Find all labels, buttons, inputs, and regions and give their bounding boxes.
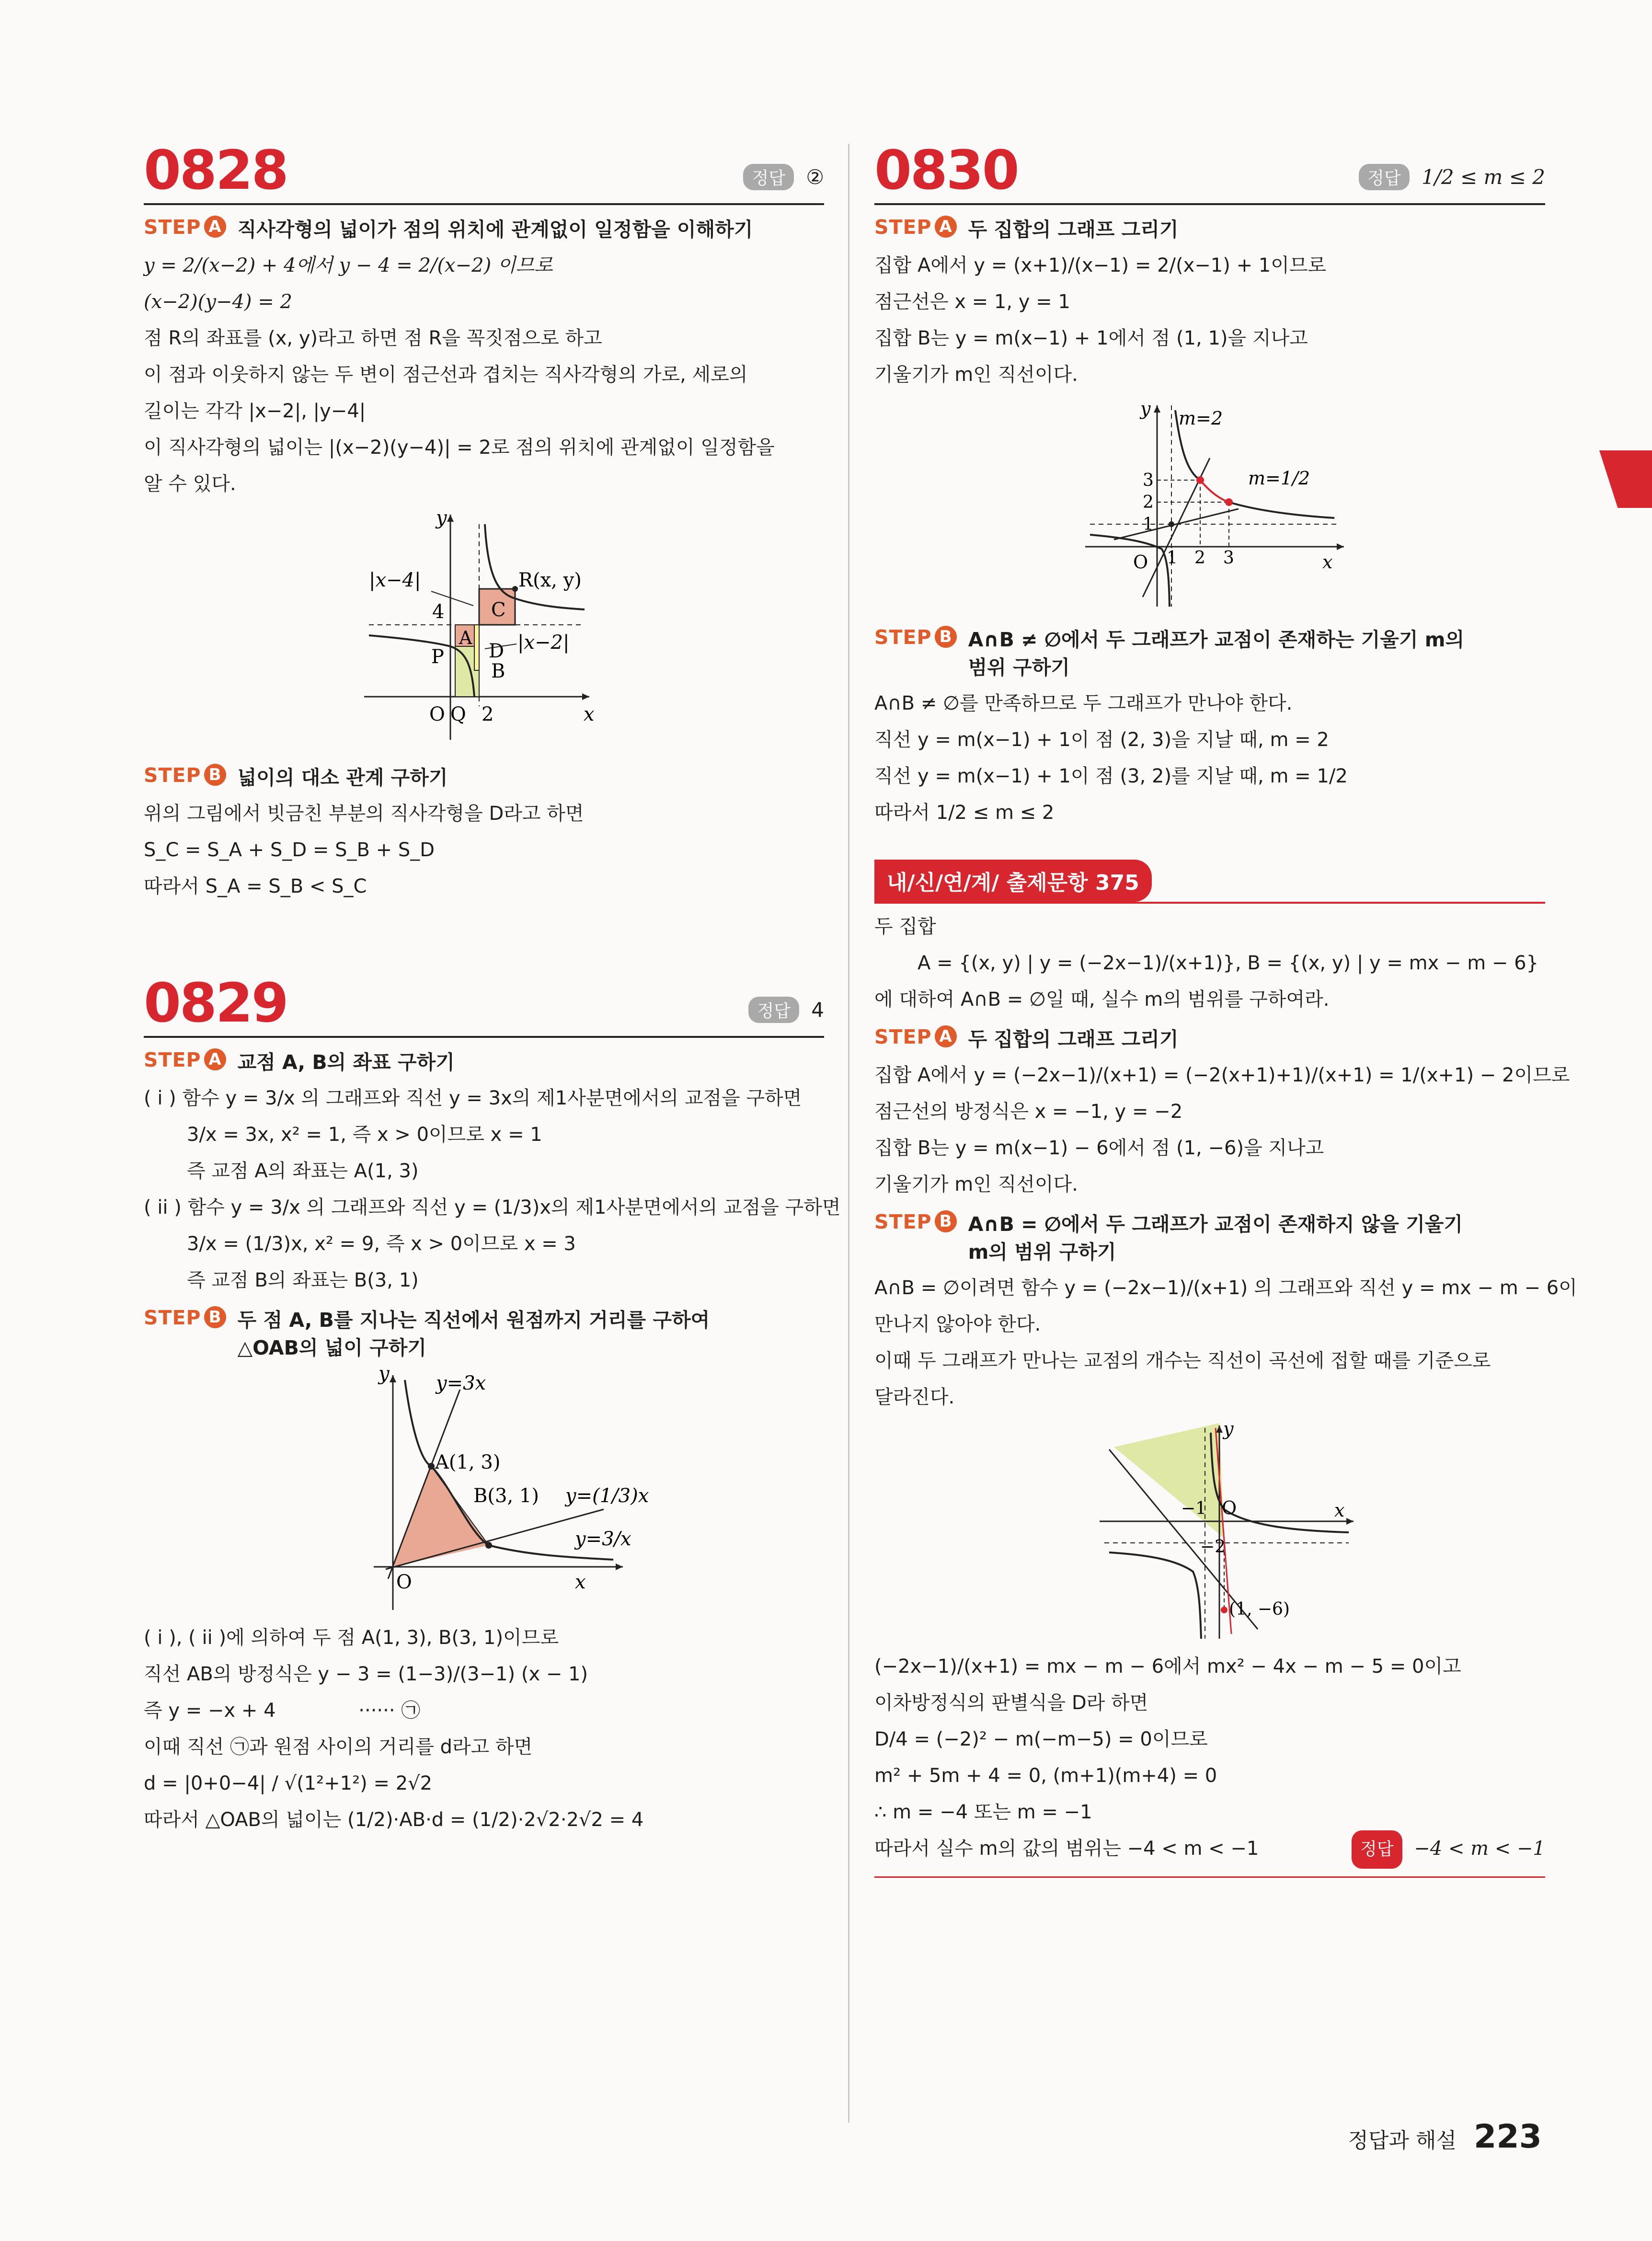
text-line: 두 집합 <box>874 916 936 938</box>
text-line: 따라서 S_A = S_B < S_C <box>144 875 367 897</box>
step-a-heading <box>874 216 1545 243</box>
text-line: 집합 B는 y = m(x−1) + 1에서 점 (1, 1)을 지나고 <box>874 327 1308 349</box>
tick-y2: 2 <box>1143 493 1154 512</box>
step-label: STEP <box>144 764 201 787</box>
answer <box>743 164 824 190</box>
title-rule <box>144 203 824 205</box>
text-line: A∩B ≠ ∅를 만족하므로 두 그래프가 만나야 한다. <box>874 692 1293 714</box>
answer-tag: 정답 <box>743 164 794 190</box>
text-line: ( i ) 함수 y = 3/x 의 그래프와 직선 y = 3x의 제1사분면에서의 교점을 구하면 <box>144 1087 802 1109</box>
width-label: |x−4| <box>369 569 421 591</box>
slope-2-label: m=2 <box>1179 408 1223 429</box>
step-title: 두 점 A, B를 지나는 직선에서 원점까지 거리를 구하여 △OAB의 넓이 구하기 <box>237 1309 710 1359</box>
text-line: 집합 A에서 y = (x+1)/(x−1) = 2/(x−1) + 1이므로 <box>874 254 1327 276</box>
answer-tag: 정답 <box>1359 164 1410 190</box>
step-a-heading <box>874 1025 1545 1053</box>
tick-2-label: 2 <box>482 703 494 725</box>
text-line: 점근선의 방정식은 x = −1, y = −2 <box>874 1101 1183 1123</box>
text-line: 알 수 있다. <box>144 473 236 495</box>
point-label: (1, −6) <box>1229 1599 1290 1619</box>
rect-d-label: D <box>489 640 505 662</box>
text-line: 점근선은 x = 1, y = 1 <box>874 291 1070 313</box>
axis-x-label: x <box>584 703 595 725</box>
point-p-label: P <box>431 646 444 668</box>
title-rule <box>874 203 1545 205</box>
asymptote-y-label: −2 <box>1200 1537 1226 1557</box>
page-footer <box>1348 2118 1542 2156</box>
step-label: STEP <box>874 1025 932 1048</box>
step-badge: A <box>935 1025 957 1047</box>
step-label: STEP <box>874 626 932 649</box>
text-line: 에 대하여 A∩B = ∅일 때, 실수 m의 범위를 구하여라. <box>874 988 1330 1011</box>
step-title: 교점 A, B의 좌표 구하기 <box>237 1051 455 1074</box>
side-tab <box>1599 450 1652 508</box>
rect-b-label: B <box>491 660 505 682</box>
text-line: 위의 그림에서 빗금친 부분의 직사각형을 D라고 하면 <box>144 803 584 825</box>
step-b-heading <box>874 1210 1545 1266</box>
step-badge: A <box>935 216 957 238</box>
tick-x1: 1 <box>1167 548 1178 568</box>
figure-0828 <box>144 505 824 756</box>
text-line: A = {(x, y) | y = (−2x−1)/(x+1)}, B = {(x, y) | y = mx − m − 6} <box>918 952 1539 974</box>
tick-x3: 3 <box>1223 548 1234 568</box>
step-title: A∩B ≠ ∅에서 두 그래프가 교점이 존재하는 기울기 m의 범위 구하기 <box>968 628 1465 679</box>
height-label: |x−2| <box>517 632 570 654</box>
text-line: 3/x = (1/3)x, x² = 9, 즉 x > 0이므로 x = 3 <box>187 1233 576 1255</box>
text-line: 이때 두 그래프가 만나는 교점의 개수는 직선이 곡선에 접할 때를 기준으로 <box>874 1350 1491 1372</box>
step-title: 두 집합의 그래프 그리기 <box>968 218 1179 241</box>
text-line: 즉 교점 A의 좌표는 A(1, 3) <box>187 1160 419 1182</box>
problem-number: 0828 <box>144 139 287 202</box>
problem-number: 0830 <box>874 139 1018 202</box>
step-b-heading <box>144 1306 824 1362</box>
text-line: 이 점과 이웃하지 않는 두 변이 점근선과 겹치는 직사각형의 가로, 세로의 <box>144 364 748 386</box>
step-label: STEP <box>874 216 932 239</box>
axis-y-label: y <box>1140 398 1151 419</box>
problem-0828 <box>144 139 824 905</box>
step-label: STEP <box>874 1210 932 1233</box>
answer-value: ② <box>806 165 824 189</box>
column-divider <box>848 144 849 2123</box>
curve-label: y=3/x <box>575 1528 631 1550</box>
answer-value: −4 < m < −1 <box>1414 1838 1545 1860</box>
text-line: 만나지 않아야 한다. <box>874 1313 1041 1335</box>
figure-375 <box>874 1418 1545 1645</box>
text-line: 즉 교점 B의 좌표는 B(3, 1) <box>187 1269 419 1291</box>
step-badge: B <box>204 764 226 786</box>
answer-value: 1/2 ≤ m ≤ 2 <box>1422 165 1545 189</box>
problem-0829 <box>144 972 841 1838</box>
asymptote-x-label: −1 <box>1181 1499 1207 1518</box>
text-line: 집합 B는 y = m(x−1) − 6에서 점 (1, −6)을 지나고 <box>874 1137 1324 1159</box>
step-title: 두 집합의 그래프 그리기 <box>968 1028 1179 1051</box>
text-line: A∩B = ∅이려면 함수 y = (−2x−1)/(x+1) 의 그래프와 직선 y = mx − m − 6이 <box>874 1277 1577 1299</box>
origin-label: O <box>1222 1497 1237 1518</box>
step-label: STEP <box>144 1048 201 1071</box>
axis-y-label: y <box>379 1366 390 1385</box>
text-line: 따라서 1/2 ≤ m ≤ 2 <box>874 802 1055 824</box>
banner-label: 내/신/연/계/ 출제문항 375 <box>874 860 1152 902</box>
right-column <box>874 139 1577 1878</box>
step-badge: B <box>935 626 957 648</box>
figure-0829 <box>144 1366 824 1617</box>
text-line: 기울기가 m인 직선이다. <box>874 1173 1078 1195</box>
origin-label: O <box>1133 552 1148 573</box>
text-line: 이 직사각형의 넓이는 |(x−2)(y−4)| = 2로 점의 위치에 관계없이 일정함을 <box>144 437 775 459</box>
text-line: 직선 AB의 방정식은 y − 3 = (1−3)/(3−1) (x − 1) <box>144 1663 588 1685</box>
equation-tag: ······ ㉠ <box>358 1700 421 1722</box>
text-line: 따라서 △OAB의 넓이는 (1/2)·AB·d = (1/2)·2√2·2√2 = 4 <box>144 1809 644 1831</box>
point-q-label: Q <box>450 703 466 725</box>
origin-label: O <box>396 1571 412 1593</box>
text-line: 기울기가 m인 직선이다. <box>874 364 1078 386</box>
step-badge: B <box>935 1210 957 1232</box>
footer-label: 정답과 해설 <box>1348 2128 1457 2153</box>
text-line: 직선 y = m(x−1) + 1이 점 (2, 3)을 지날 때, m = 2 <box>874 729 1329 751</box>
answer-value: 4 <box>811 998 824 1022</box>
axis-x-label: x <box>1334 1500 1345 1521</box>
answer <box>1359 164 1545 190</box>
axis-x-label: x <box>1322 552 1333 573</box>
text-line: 이차방정식의 판별식을 D라 하면 <box>874 1692 1148 1714</box>
point-b-label: B(3, 1) <box>473 1485 539 1507</box>
tick-x2: 2 <box>1194 548 1205 568</box>
text-line: 집합 A에서 y = (−2x−1)/(x+1) = (−2(x+1)+1)/(x+1) = 1/(x+1) − 2이므로 <box>874 1064 1570 1086</box>
rect-a-label: A <box>459 627 472 648</box>
text-line: D/4 = (−2)² − m(−m−5) = 0이므로 <box>874 1728 1208 1750</box>
figure-0830 <box>874 396 1545 618</box>
text-line: ∴ m = −4 또는 m = −1 <box>874 1801 1092 1823</box>
origin-label: O <box>429 703 445 725</box>
left-column <box>144 139 841 1838</box>
problem-375 <box>874 860 1577 1878</box>
answer <box>1352 1830 1545 1869</box>
step-title: 직사각형의 넓이가 점의 위치에 관계없이 일정함을 이해하기 <box>237 218 753 241</box>
text-line: ( ii ) 함수 y = 3/x 의 그래프와 직선 y = (1/3)x의 제1사분면에서의 교점을 구하면 <box>144 1196 841 1218</box>
step-label: STEP <box>144 216 201 239</box>
point-r-label: R(x, y) <box>518 569 582 591</box>
page-number: 223 <box>1474 2118 1542 2156</box>
problem-number: 0829 <box>144 972 287 1034</box>
step-badge: A <box>204 216 226 238</box>
step-badge: B <box>204 1306 226 1328</box>
line-third-label: y=(1/3)x <box>565 1485 649 1507</box>
step-label: STEP <box>144 1306 201 1329</box>
text-line: ( i ), ( ii )에 의하여 두 점 A(1, 3), B(3, 1)이므로 <box>144 1627 559 1649</box>
text-line <box>874 1830 1545 1867</box>
answer-tag: 정답 <box>748 997 799 1023</box>
text-line: (−2x−1)/(x+1) = mx − m − 6에서 mx² − 4x − m − 5 = 0이고 <box>874 1655 1461 1678</box>
step-b-heading <box>874 626 1545 681</box>
axis-y-label: y <box>1223 1418 1234 1439</box>
tick-4-label: 4 <box>432 601 445 623</box>
text-line: y = 2/(x−2) + 4에서 y − 4 = 2/(x−2) 이므로 <box>144 254 553 276</box>
problem-0830 <box>874 139 1545 831</box>
related-problem-banner <box>874 860 1545 904</box>
text-line: 3/x = 3x, x² = 1, 즉 x > 0이므로 x = 1 <box>187 1124 542 1146</box>
text-line: d = |0+0−4| / √(1²+1²) = 2√2 <box>144 1772 433 1794</box>
axis-x-label: x <box>575 1571 586 1593</box>
line-3x-label: y=3x <box>436 1372 486 1394</box>
step-title: A∩B = ∅에서 두 그래프가 교점이 존재하지 않을 기울기 m의 범위 구하기 <box>968 1213 1463 1264</box>
step-title: 넓이의 대소 관계 구하기 <box>237 766 448 789</box>
text-line: 점 R의 좌표를 (x, y)라고 하면 점 R을 꼭짓점으로 하고 <box>144 327 602 349</box>
text-line: (x−2)(y−4) = 2 <box>144 291 292 313</box>
text-line: 이때 직선 ㉠과 원점 사이의 거리를 d라고 하면 <box>144 1736 533 1758</box>
slope-half-label: m=1/2 <box>1248 468 1310 489</box>
section-end-rule <box>874 1876 1545 1878</box>
text-line: S_C = S_A + S_D = S_B + S_D <box>144 839 435 861</box>
text-line: m² + 5m + 4 = 0, (m+1)(m+4) = 0 <box>874 1765 1217 1787</box>
step-badge: A <box>204 1048 226 1070</box>
step-b-heading <box>144 764 824 792</box>
text-line: 직선 y = m(x−1) + 1이 점 (3, 2)를 지날 때, m = 1/2 <box>874 765 1348 787</box>
equation: 즉 y = −x + 4 <box>144 1700 276 1722</box>
step-a-heading <box>144 216 824 243</box>
text-line <box>144 1692 824 1729</box>
answer-tag: 정답 <box>1352 1830 1402 1869</box>
text-line: 길이는 각각 |x−2|, |y−4| <box>144 400 366 422</box>
title-rule <box>144 1036 824 1038</box>
answer <box>748 997 824 1023</box>
tick-y1: 1 <box>1143 515 1154 534</box>
point-a-label: A(1, 3) <box>435 1451 501 1473</box>
rect-c-label: C <box>491 599 506 621</box>
axis-y-label: y <box>436 507 447 529</box>
text-line: 달라진다. <box>874 1386 955 1408</box>
step-a-heading <box>144 1048 824 1076</box>
tick-y3: 3 <box>1143 471 1154 490</box>
conclusion: 따라서 실수 m의 값의 범위는 −4 < m < −1 <box>874 1838 1259 1860</box>
